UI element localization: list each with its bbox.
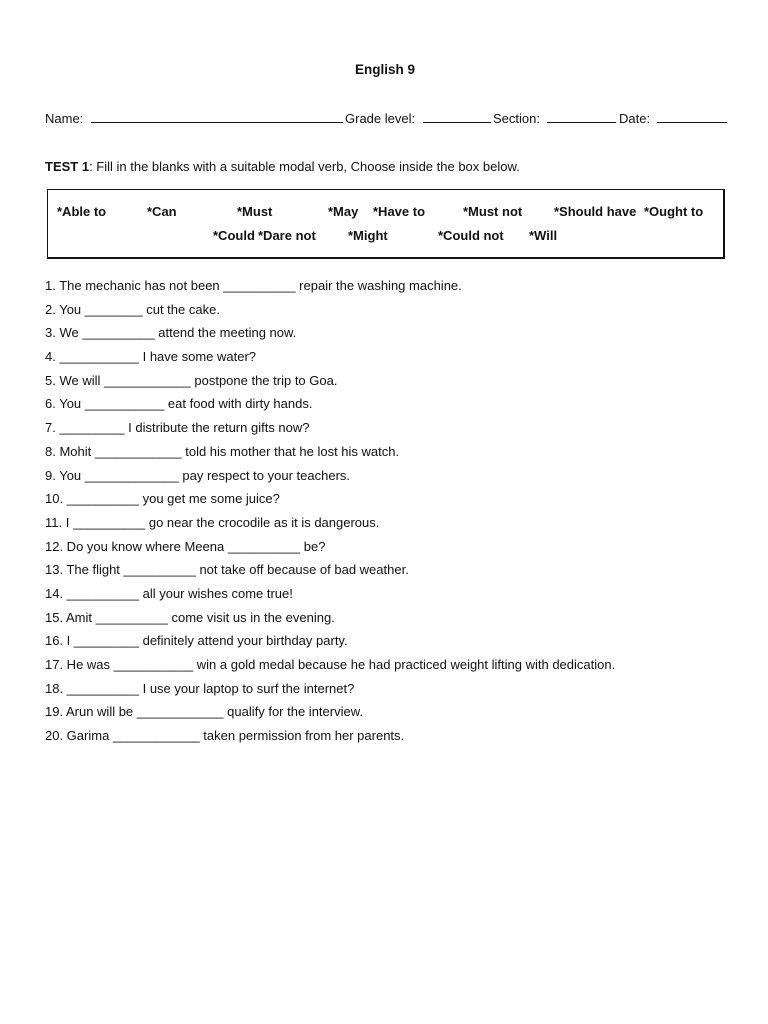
question-item: 8. Mohit ____________ told his mother that he lost his watch. xyxy=(45,443,400,459)
name-label: Name: xyxy=(45,111,84,126)
question-item: 5. We will ____________ postpone the trip to Goa. xyxy=(45,372,338,388)
question-item: 2. You ________ cut the cake. xyxy=(45,301,220,317)
grade-level-blank xyxy=(423,122,491,123)
modal-option: *May xyxy=(328,204,359,219)
modal-option: *Could xyxy=(213,228,255,243)
section-label: Section: xyxy=(493,111,540,126)
question-item: 20. Garima ____________ taken permission from her parents. xyxy=(45,728,405,744)
modal-option: *Will xyxy=(529,228,558,243)
question-item: 13. The flight __________ not take off because of bad weather. xyxy=(45,562,409,578)
modal-option: *Must xyxy=(237,204,273,219)
instruction-text: : Fill in the blanks with a suitable modal verb, Choose inside the box below. xyxy=(89,159,520,174)
name-blank xyxy=(91,122,343,123)
question-item: 11. I __________ go near the crocodile as it is dangerous. xyxy=(45,514,380,530)
modal-option: *Should have xyxy=(554,204,637,219)
modal-option: *Ought to xyxy=(644,204,704,219)
student-info-row xyxy=(45,111,727,129)
modal-option: *Could not xyxy=(438,228,504,243)
question-list xyxy=(45,278,745,752)
question-item: 12. Do you know where Meena __________ be? xyxy=(45,538,326,554)
modal-verb-box xyxy=(47,189,725,259)
question-item: 6. You ___________ eat food with dirty hands. xyxy=(45,396,313,412)
modal-option: *Have to xyxy=(373,204,426,219)
modal-option: *Can xyxy=(147,204,177,219)
question-item: 18. __________ I use your laptop to surf the internet? xyxy=(45,680,355,696)
question-item: 19. Arun will be ____________ qualify for the interview. xyxy=(45,704,363,720)
question-item: 14. __________ all your wishes come true! xyxy=(45,585,293,601)
grade-level-label: Grade level: xyxy=(345,111,416,126)
question-item: 7. _________ I distribute the return gifts now? xyxy=(45,420,310,436)
question-item: 16. I _________ definitely attend your birthday party. xyxy=(45,633,348,649)
question-item: 4. ___________ I have some water? xyxy=(45,349,257,365)
page-title: English 9 xyxy=(354,62,415,77)
modal-option: *Dare not xyxy=(258,228,316,243)
question-item: 1. The mechanic has not been __________ repair the washing machine. xyxy=(45,278,462,293)
date-blank xyxy=(657,122,727,123)
section-blank xyxy=(547,122,616,123)
modal-option: *Might xyxy=(348,228,388,243)
question-item: 9. You _____________ pay respect to your teachers. xyxy=(45,467,351,483)
modal-option: *Able to xyxy=(57,204,107,219)
test-label: TEST 1 xyxy=(45,159,90,174)
question-item: 15. Amit __________ come visit us in the evening. xyxy=(45,609,335,625)
test-instruction xyxy=(45,159,520,174)
modal-option: *Must not xyxy=(463,204,523,219)
date-label: Date: xyxy=(619,111,651,126)
question-item: 3. We __________ attend the meeting now. xyxy=(45,325,297,341)
question-item: 10. __________ you get me some juice? xyxy=(45,491,280,507)
question-item: 17. He was ___________ win a gold medal because he had practiced weight lifting with dedication. xyxy=(45,657,616,672)
